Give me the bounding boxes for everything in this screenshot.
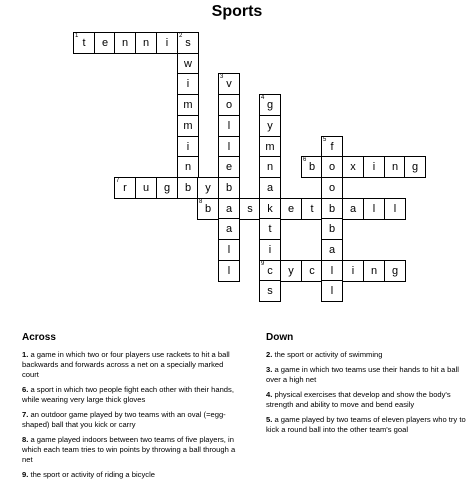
grid-cell[interactable] — [259, 260, 281, 282]
cell-letter: m — [183, 99, 193, 111]
grid-cell[interactable] — [218, 198, 240, 220]
cell-letter: c — [267, 265, 273, 277]
cell-letter: k — [267, 203, 273, 215]
cell-letter: v — [226, 78, 232, 90]
cell-letter: i — [268, 244, 272, 256]
across-heading: Across — [22, 332, 56, 343]
grid-cell[interactable] — [321, 218, 343, 240]
cell-letter: n — [266, 161, 274, 173]
clue-number: 9 — [261, 261, 265, 267]
cell-letter: y — [205, 182, 211, 194]
down-clue: 4. physical exercises that develop and show the body's strength and ability to move and bend easily — [266, 390, 451, 409]
cell-letter: a — [349, 203, 357, 215]
cell-letter: s — [267, 285, 273, 297]
grid-cell[interactable] — [384, 198, 406, 220]
cell-letter: y — [267, 120, 273, 132]
grid-cell[interactable] — [342, 156, 364, 178]
cell-letter: m — [265, 141, 275, 153]
grid-cell[interactable] — [321, 260, 343, 282]
cell-letter: e — [287, 203, 295, 215]
grid-cell[interactable] — [94, 32, 116, 54]
grid-cell[interactable] — [218, 177, 240, 199]
cell-letter: n — [184, 161, 192, 173]
grid-cell[interactable] — [114, 32, 136, 54]
cell-letter: e — [101, 37, 109, 49]
grid-cell[interactable] — [177, 73, 199, 95]
cell-letter: i — [165, 37, 169, 49]
cell-letter: g — [391, 265, 399, 277]
cell-letter: l — [330, 265, 334, 277]
grid-cell[interactable] — [177, 156, 199, 178]
across-clue: 1. a game in which two or four players use rackets to hit a ball backwards and forwards across a net on a specially marked court — [22, 350, 230, 379]
cell-letter: a — [328, 244, 336, 256]
grid-cell[interactable] — [384, 260, 406, 282]
cell-letter: w — [184, 58, 192, 70]
grid-cell[interactable] — [363, 260, 385, 282]
cell-letter: i — [186, 141, 190, 153]
grid-cell[interactable] — [259, 156, 281, 178]
cell-letter: b — [328, 223, 336, 235]
cell-letter: x — [350, 161, 356, 173]
grid-cell[interactable] — [218, 73, 240, 95]
clue-number: 3 — [220, 74, 224, 80]
cell-letter: o — [225, 99, 233, 111]
grid-cell[interactable] — [259, 280, 281, 302]
clue-number: 5 — [323, 137, 327, 143]
cell-letter: t — [268, 223, 272, 235]
cell-letter: l — [393, 203, 397, 215]
grid-cell[interactable] — [239, 198, 261, 220]
grid-cell[interactable] — [321, 239, 343, 261]
grid-cell[interactable] — [321, 136, 343, 158]
grid-cell[interactable] — [259, 136, 281, 158]
clue-number: 6 — [303, 157, 307, 163]
grid-cell[interactable] — [301, 156, 323, 178]
down-clue: 3. a game in which two teams use their hands to hit a ball over a high net — [266, 365, 459, 384]
cell-letter: g — [163, 182, 171, 194]
cell-letter: b — [204, 203, 212, 215]
grid-cell[interactable] — [259, 115, 281, 137]
down-clue: 2. the sport or activity of swimming — [266, 350, 383, 359]
grid-cell[interactable] — [114, 177, 136, 199]
cell-letter: b — [328, 203, 336, 215]
cell-letter: t — [82, 37, 86, 49]
cell-letter: t — [310, 203, 314, 215]
cell-letter: l — [227, 120, 231, 132]
grid-cell[interactable] — [321, 198, 343, 220]
grid-cell[interactable] — [404, 156, 426, 178]
cell-letter: r — [123, 182, 127, 194]
cell-letter: i — [186, 78, 190, 90]
grid-cell[interactable] — [259, 239, 281, 261]
grid-cell[interactable] — [342, 260, 364, 282]
clue-number: 1 — [75, 33, 79, 39]
grid-cell[interactable] — [177, 136, 199, 158]
cell-letter: l — [227, 141, 231, 153]
cell-letter: e — [225, 161, 233, 173]
grid-cell[interactable] — [177, 53, 199, 75]
cell-letter: s — [185, 37, 191, 49]
grid-cell[interactable] — [280, 260, 302, 282]
grid-cell[interactable] — [218, 115, 240, 137]
grid-cell[interactable] — [218, 239, 240, 261]
cell-letter: y — [288, 265, 294, 277]
puzzle-title: Sports — [211, 3, 263, 20]
cell-letter: i — [351, 265, 355, 277]
across-clues — [22, 350, 240, 485]
grid-cell[interactable] — [218, 156, 240, 178]
grid-cell[interactable] — [197, 177, 219, 199]
cell-letter: l — [227, 244, 231, 256]
grid-cell[interactable] — [321, 177, 343, 199]
down-clues — [266, 350, 466, 440]
grid-cell[interactable] — [301, 260, 323, 282]
grid-cell[interactable] — [135, 32, 157, 54]
grid-cell[interactable] — [135, 177, 157, 199]
cell-letter: b — [225, 182, 233, 194]
grid-cell[interactable] — [177, 115, 199, 137]
cell-letter: g — [411, 161, 419, 173]
grid-cell[interactable] — [156, 32, 178, 54]
grid-cell[interactable] — [73, 32, 95, 54]
cell-letter: n — [370, 265, 378, 277]
grid-cell[interactable] — [218, 260, 240, 282]
grid-cell[interactable] — [259, 177, 281, 199]
cell-letter: o — [328, 161, 336, 173]
grid-cell[interactable] — [342, 198, 364, 220]
across-clue: 7. an outdoor game played by two teams with an oval (=egg-shaped) ball that you kick or carry — [22, 410, 226, 429]
across-clue: 8. a game played indoors between two teams of five players, in which each team tries to win points by throwing a ball through a net — [22, 435, 236, 464]
cell-letter: l — [227, 265, 231, 277]
grid-cell[interactable] — [363, 156, 385, 178]
cell-letter: l — [372, 203, 376, 215]
grid-cell[interactable] — [218, 218, 240, 240]
cell-letter: o — [328, 182, 336, 194]
grid-cell[interactable] — [321, 280, 343, 302]
cell-letter: n — [142, 37, 150, 49]
grid-cell[interactable] — [218, 136, 240, 158]
grid-cell[interactable] — [301, 198, 323, 220]
cell-letter: n — [391, 161, 399, 173]
cell-letter: m — [183, 120, 193, 132]
grid-cell[interactable] — [177, 177, 199, 199]
grid-cell[interactable] — [363, 198, 385, 220]
across-clue: 9. the sport or activity of riding a bicycle — [22, 470, 155, 479]
grid-cell[interactable] — [218, 94, 240, 116]
clue-number: 2 — [179, 33, 183, 39]
cell-letter: a — [225, 223, 233, 235]
cell-letter: a — [225, 203, 233, 215]
clue-number: 8 — [199, 199, 203, 205]
clue-number: 7 — [116, 178, 120, 184]
grid-cell[interactable] — [259, 94, 281, 116]
grid-cell[interactable] — [177, 32, 199, 54]
grid-cell[interactable] — [280, 198, 302, 220]
clue-number: 4 — [261, 95, 265, 101]
down-clue: 5. a game played by two teams of eleven players who try to kick a round ball into the other team's goal — [266, 415, 466, 434]
cell-letter: u — [142, 182, 150, 194]
cell-letter: f — [330, 141, 334, 153]
grid-cell[interactable] — [197, 198, 219, 220]
grid-cell[interactable] — [384, 156, 406, 178]
grid-cell[interactable] — [156, 177, 178, 199]
cell-letter: c — [309, 265, 315, 277]
cell-letter: n — [121, 37, 129, 49]
cell-letter: g — [266, 99, 274, 111]
cell-letter: l — [330, 285, 334, 297]
cell-letter: b — [308, 161, 316, 173]
cell-letter: a — [266, 182, 274, 194]
cell-letter: i — [372, 161, 376, 173]
across-clue: 6. a sport in which two people fight each other with their hands, while wearing very large thick gloves — [22, 385, 234, 404]
grid-cell[interactable] — [259, 218, 281, 240]
grid-cell[interactable] — [177, 94, 199, 116]
cell-letter: b — [184, 182, 192, 194]
grid-cell[interactable] — [321, 156, 343, 178]
down-heading: Down — [266, 332, 294, 343]
grid-cell[interactable] — [259, 198, 281, 220]
cell-letter: s — [247, 203, 253, 215]
